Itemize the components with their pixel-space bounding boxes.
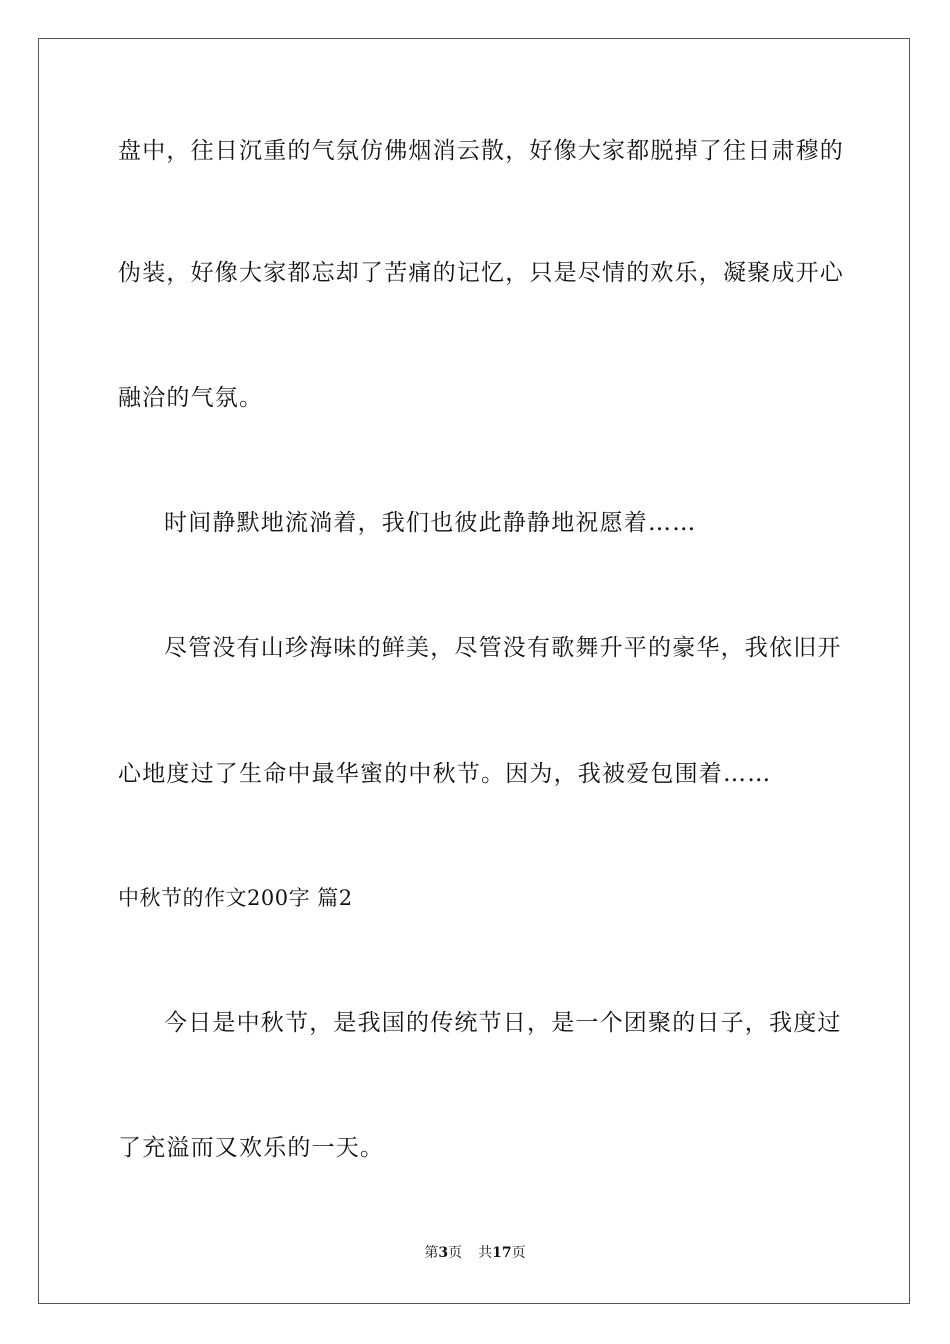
paragraph-line-3: 融洽的气氛。 — [118, 385, 264, 411]
footer-total-number: 17 — [492, 1245, 512, 1261]
footer-page-number: 3 — [438, 1245, 449, 1261]
paragraph-line-2: 伪装，好像大家都忘却了苦痛的记忆，只是尽情的欢乐，凝聚成开心 — [118, 260, 844, 286]
page-footer — [0, 1243, 950, 1263]
paragraph-line-5: 尽管没有山珍海味的鲜美，尽管没有歌舞升平的豪华，我依旧开 — [164, 635, 842, 661]
paragraph-line-1: 盘中，往日沉重的气氛仿佛烟消云散，好像大家都脱掉了往日肃穆的 — [118, 138, 844, 164]
footer-page-suffix: 页 — [448, 1245, 463, 1261]
page-border — [38, 38, 910, 1304]
footer-page-prefix: 第 — [424, 1245, 439, 1261]
paragraph-line-7: 今日是中秋节，是我国的传统节日，是一个团聚的日子，我度过 — [164, 1010, 842, 1036]
paragraph-line-4: 时间静默地流淌着，我们也彼此静静地祝愿着…… — [164, 510, 697, 536]
section-heading: 中秋节的作文200字 篇2 — [118, 886, 353, 910]
paragraph-line-8: 了充溢而又欢乐的一天。 — [118, 1135, 385, 1161]
footer-total-suffix: 页 — [511, 1245, 526, 1261]
paragraph-line-6: 心地度过了生命中最华蜜的中秋节。因为，我被爱包围着…… — [118, 761, 772, 787]
footer-total-prefix: 共 — [478, 1245, 493, 1261]
